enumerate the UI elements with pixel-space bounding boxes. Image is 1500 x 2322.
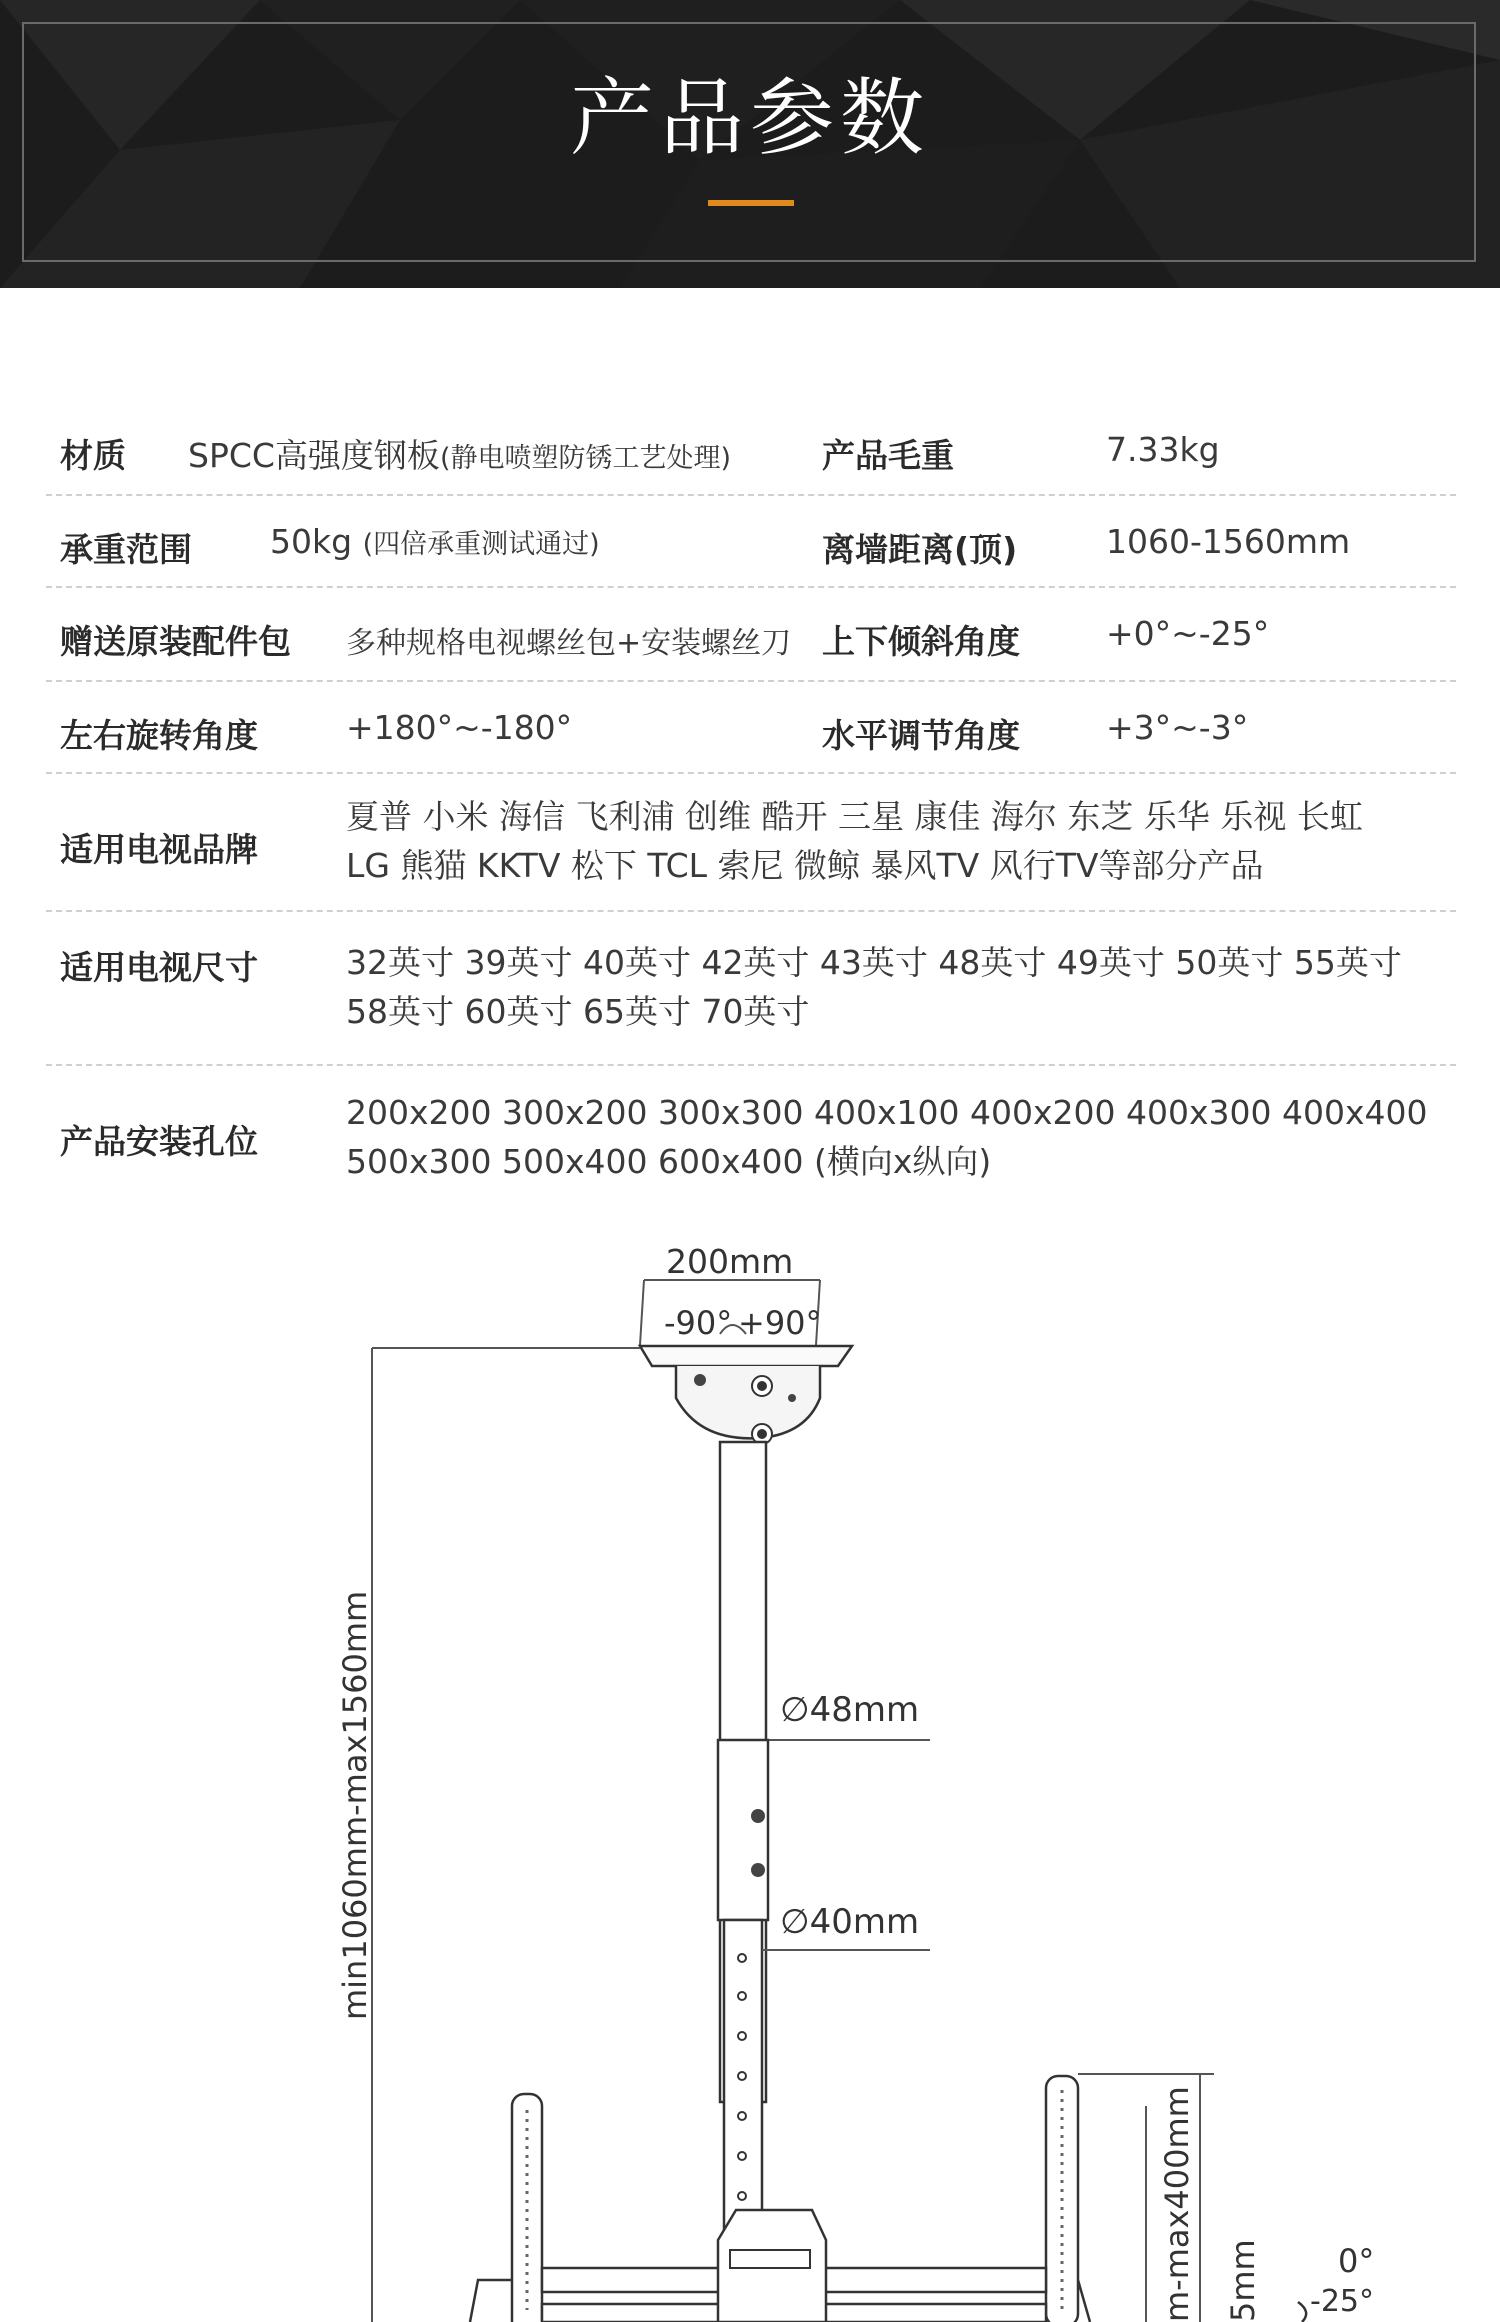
height-range-label: min1060mm-max1560mm xyxy=(336,1590,374,2020)
top-width-label: 200mm xyxy=(666,1242,794,1281)
spec-value: +3°~-3° xyxy=(1106,708,1249,747)
spec-value: 夏普 小米 海信 飞利浦 创维 酷开 三星 康佳 海尔 东芝 乐华 乐视 长虹 LG 熊猫 KKTV 松下 TCL 索尼 微鲸 暴风TV 风行TV等部分产品 xyxy=(346,797,1363,885)
spec-value: SPCC高强度钢板(静电喷塑防锈工艺处理) xyxy=(188,436,732,475)
page-title: 产品参数 xyxy=(569,69,930,167)
title-underline xyxy=(708,200,794,206)
spec-label: 适用电视品牌 xyxy=(60,830,258,869)
tilt-top-label: 0° xyxy=(1338,2242,1375,2280)
spec-value: +0°~-25° xyxy=(1106,614,1270,653)
spec-row xyxy=(46,912,1456,1066)
spec-label: 左右旋转角度 xyxy=(60,716,258,755)
spec-label: 上下倾斜角度 xyxy=(822,622,1020,661)
spec-row xyxy=(46,410,1456,496)
spec-row xyxy=(46,588,1456,682)
rotate-left-label: -90° xyxy=(664,1304,733,1342)
side-dimension-label: 5mm xyxy=(1224,2239,1262,2322)
rotate-right-label: +90° xyxy=(738,1304,822,1342)
specs-table xyxy=(46,410,1456,1216)
tilt-bottom-label: -25° xyxy=(1310,2284,1374,2319)
upper-tube-diameter: ∅48mm xyxy=(780,1690,920,1730)
spec-label: 离墙距离(顶) xyxy=(822,530,1018,569)
spec-label: 适用电视尺寸 xyxy=(60,948,258,987)
diameter-icon: ∅ xyxy=(780,1690,810,1730)
diameter-icon: ∅ xyxy=(780,1902,810,1942)
header-banner xyxy=(0,0,1500,288)
spec-label: 承重范围 xyxy=(60,530,192,569)
mount-drawing xyxy=(0,1220,1500,2322)
spec-value: 多种规格电视螺丝包+安装螺丝刀 xyxy=(346,626,792,661)
vesa-height-label: m-max400mm xyxy=(1158,2086,1196,2322)
dimension-diagram xyxy=(0,1220,1500,2322)
spec-value: 7.33kg xyxy=(1106,430,1220,469)
spec-row xyxy=(46,774,1456,912)
spec-value: 32英寸 39英寸 40英寸 42英寸 43英寸 48英寸 49英寸 50英寸 55英寸 58英寸 60英寸 65英寸 70英寸 xyxy=(346,943,1402,1031)
spec-label: 赠送原装配件包 xyxy=(60,622,291,661)
spec-row xyxy=(46,682,1456,774)
spec-row xyxy=(46,1066,1456,1216)
spec-row xyxy=(46,496,1456,588)
spec-value: 1060-1560mm xyxy=(1106,522,1351,561)
spec-value: 50kg (四倍承重测试通过) xyxy=(270,522,600,561)
spec-label: 材质 xyxy=(60,436,126,475)
spec-label: 水平调节角度 xyxy=(822,716,1020,755)
spec-label: 产品毛重 xyxy=(822,436,954,475)
spec-value: 200x200 300x200 300x300 400x100 400x200 400x300 400x400 500x300 500x400 600x400 (横向x纵向) xyxy=(346,1093,1428,1181)
lower-tube-diameter: ∅40mm xyxy=(780,1902,920,1942)
spec-value: +180°~-180° xyxy=(346,708,573,747)
spec-label: 产品安装孔位 xyxy=(60,1122,258,1161)
